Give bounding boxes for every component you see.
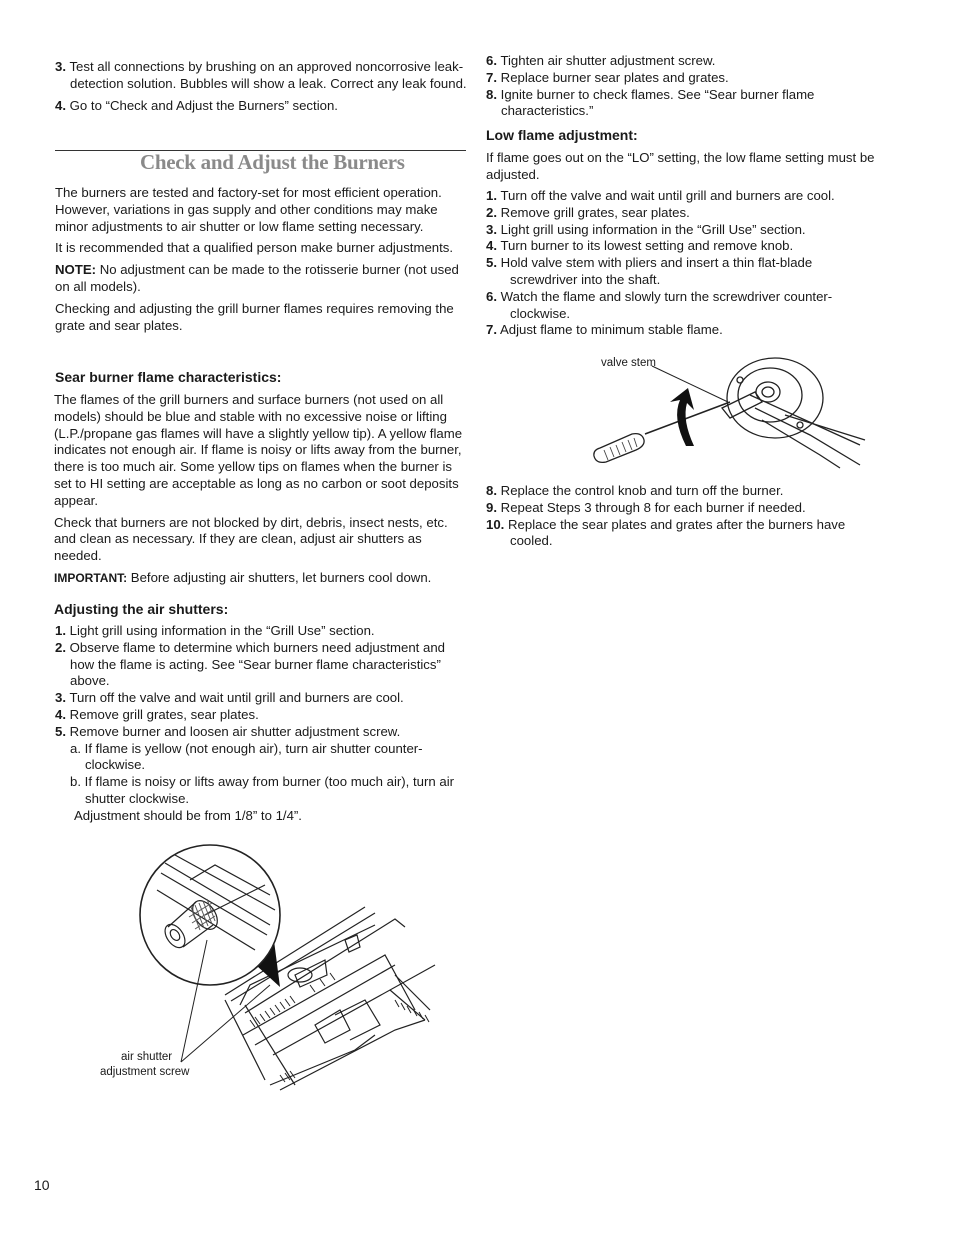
- note: NOTE: No adjustment can be made to the rotisserie burner (not used on all models).: [55, 262, 459, 294]
- sear-section: [54, 392, 466, 587]
- list-item: 8. Replace the control knob and turn off the burner.: [486, 483, 784, 498]
- screwdriver: [594, 402, 730, 462]
- list-item: 9. Repeat Steps 3 through 8 for each burner if needed.: [486, 499, 806, 515]
- section-title: Check and Adjust the Burners: [140, 150, 405, 174]
- adjustment-note: Adjustment should be from 1/8” to 1/4”.: [74, 807, 302, 823]
- list-item: 7. Replace burner sear plates and grates.: [486, 69, 729, 85]
- pliers: [722, 392, 865, 468]
- list-item: 6. Watch the flame and slowly turn the screwdriver counter-clockwise.: [486, 288, 833, 321]
- list-item: 3. Light grill using information in the “Grill Use” section.: [486, 221, 806, 237]
- intro-paragraphs: [55, 185, 473, 334]
- air-heading: Adjusting the air shutters:: [54, 601, 229, 617]
- final-steps: [486, 483, 878, 550]
- list-item: 2. Observe flame to determine which burners need adjustment and how the flame is acting. See “Sear burner flame characteristics” above.: [55, 639, 445, 689]
- adjustment-screw-label: adjustment screw: [100, 1066, 190, 1078]
- page-number: 10: [34, 1177, 50, 1193]
- list-subitem: a. If flame is yellow (not enough air), turn air shutter counter-clockwise.: [70, 740, 423, 773]
- list-item: 4. Go to “Check and Adjust the Burners” section.: [55, 97, 338, 113]
- list-item: 5. Hold valve stem with pliers and insert a thin flat-blade screwdriver into the shaft.: [486, 255, 813, 287]
- list-subitem: b. If flame is noisy or lifts away from burner (too much air), turn air shutter clockwise.: [70, 774, 455, 806]
- important-note: IMPORTANT: Before adjusting air shutters, let burners cool down.: [54, 569, 432, 585]
- air-steps: [55, 623, 460, 825]
- paragraph: It is recommended that a qualified person make burner adjustments.: [55, 240, 454, 256]
- list-item: 1. Turn off the valve and wait until grill and burners are cool.: [486, 188, 835, 203]
- list-item: 10. Replace the sear plates and grates after the burners have cooled.: [486, 516, 846, 549]
- continued-steps: [486, 53, 886, 120]
- air-shutter-label: air shutter: [121, 1051, 173, 1063]
- list-item: 3. Turn off the valve and wait until grill and burners are cool.: [55, 690, 404, 706]
- valve-stem-label: valve stem: [601, 357, 656, 369]
- list-item: 8. Ignite burner to check flames. See “Sear burner flame characteristics.”: [486, 86, 815, 119]
- paragraph: Check that burners are not blocked by dirt, debris, insect nests, etc. and clean as necessary. If they are clean, adjust air shutters as needed.: [54, 514, 448, 564]
- low-steps: [486, 188, 881, 339]
- low-flame-heading: Low flame adjustment:: [486, 127, 638, 143]
- paragraph: Checking and adjusting the grill burner flames requires removing the grate and sear plates.: [55, 300, 454, 333]
- list-item: 4. Turn burner to its lowest setting and remove knob.: [486, 238, 794, 254]
- sear-heading: Sear burner flame characteristics:: [55, 369, 282, 385]
- magnifier-circle: [140, 845, 280, 985]
- list-item: 2. Remove grill grates, sear plates.: [486, 204, 690, 220]
- list-item: 4. Remove grill grates, sear plates.: [55, 706, 259, 722]
- list-item: 6. Tighten air shutter adjustment screw.: [486, 53, 716, 68]
- intro-steps: [55, 59, 470, 114]
- list-item: 7. Adjust flame to minimum stable flame.: [486, 322, 723, 338]
- paragraph: The burners are tested and factory-set for most efficient operation. However, variations in gas supply and other conditions may make minor adjustments to air shutter or low flame setting necessary.: [55, 185, 442, 234]
- list-item: 1. Light grill using information in the “Grill Use” section.: [55, 623, 375, 638]
- paragraph: The flames of the grill burners and surface burners (not used on all models) should be blue and stable with no excessive noise or lifting (L.P./propane gas flames will have a slightly yellow tip). A yellow flame indicates not enough air. If flame is noisy or lifts away from the burner, there is too much air. Some yellow tips on flames when the burner is set to HI setting are acceptable as long as no carbon or soot deposits appear.: [54, 392, 463, 508]
- list-item: 5. Remove burner and loosen air shutter adjustment screw.: [55, 723, 401, 739]
- low-intro: If flame goes out on the “LO” setting, the low flame setting must be adjusted.: [486, 150, 875, 182]
- list-item: 3. Test all connections by brushing on an approved noncorrosive leak-detection solution. Bubbles will show a leak. Correct any leak found.: [55, 59, 467, 91]
